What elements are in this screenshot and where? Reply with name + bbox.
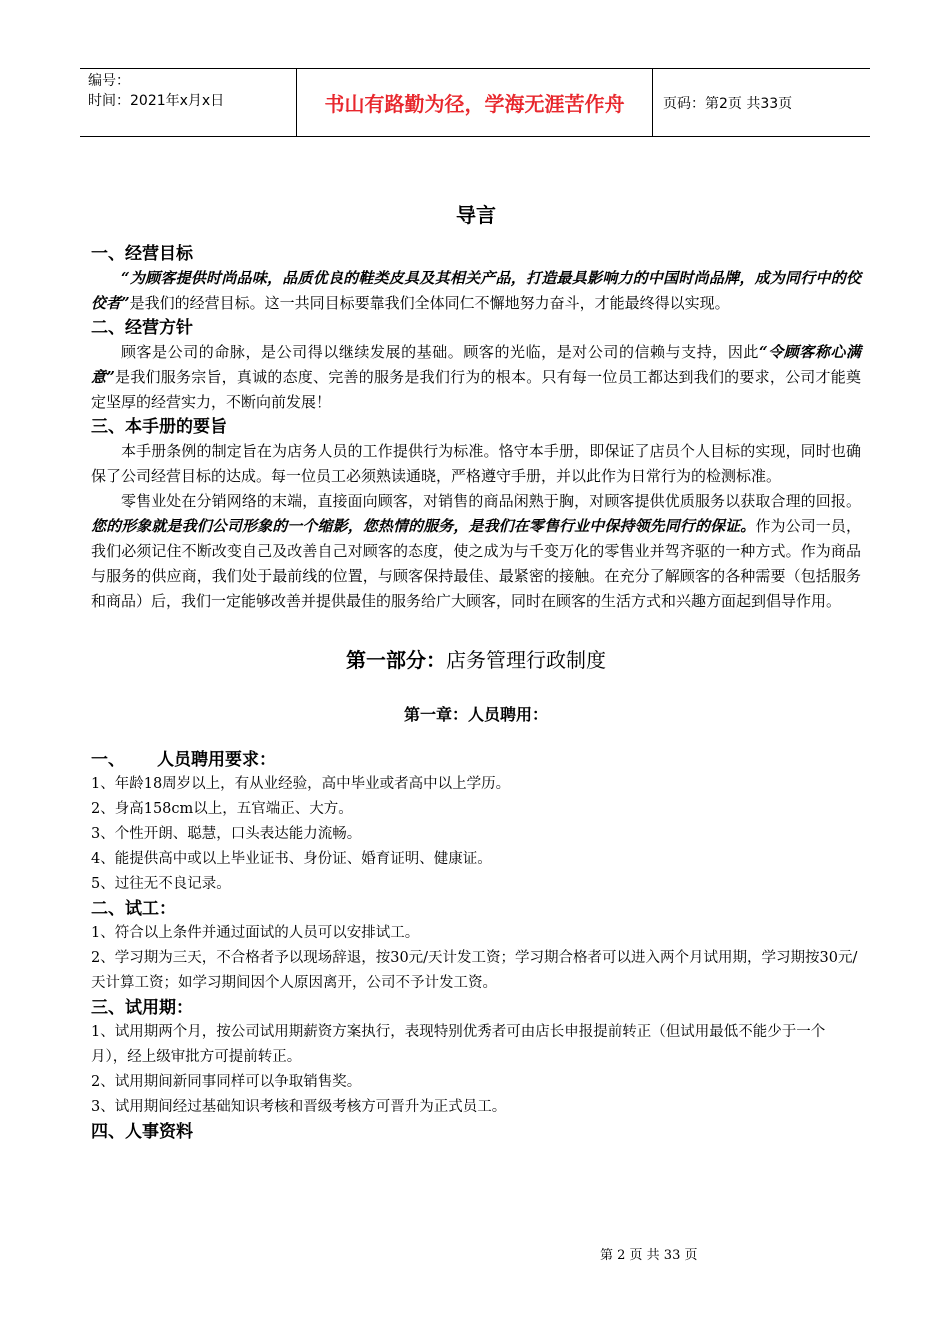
list-item: 2、试用期间新同事同样可以争取销售奖。 [91, 1074, 362, 1090]
list-item: 2、身高158cm以上，五官端正、大方。 [91, 801, 353, 817]
page-footer: 第 2 页 共 33 页 [600, 1248, 698, 1263]
list-item: 4、能提供高中或以上毕业证书、身份证、婚育证明、健康证。 [91, 851, 492, 867]
section-heading-probation: 三、试用期： [91, 998, 193, 1018]
purpose-emphasis: 您的形象就是我们公司形象的一个缩影，您热情的服务，是我们在零售行业中保持领先同行的保证。 [91, 517, 756, 535]
header-motto: 书山有路勤为径，学海无涯苦作舟 [297, 69, 653, 136]
hiring-title: 人员聘用要求： [157, 750, 276, 770]
purpose-paragraph-2 [91, 489, 861, 614]
section-heading-policy: 二、经营方针 [91, 318, 193, 338]
policy-text-a: 顾客是公司的命脉，是公司得以继续发展的基础。顾客的光临，是对公司的信赖与支持，因此 [121, 343, 759, 361]
policy-text-b: 是我们服务宗旨，真诚的态度、完善的服务是我们行为的根本。只有每一位员工都达到我们的要求，公司才能奠定坚厚的经营实力，不断向前发展！ [91, 368, 861, 411]
purpose-text-b: 作为公司一员，我们必须记住不断改变自己及改善自己对顾客的态度，使之成为与千变万化的零售业并驾齐驱的一种方式。作为商品与服务的供应商，我们处于最前线的位置，与顾客保持最佳、最紧密的接触。在充分了解顾客的各种需要（包括服务和商品）后，我们一定能够改善并提供最佳的服务给广大顾客，同时在顾客的生活方式和兴趣方面起到倡导作用。 [91, 517, 861, 610]
section-heading-trial-work: 二、试工： [91, 899, 176, 919]
purpose-text-a: 零售业处在分销网络的末端，直接面向顾客，对销售的商品闲熟于胸，对顾客提供优质服务以获取合理的回报。 [121, 492, 861, 510]
policy-emphasis: “令顾客称心满意” [91, 343, 861, 386]
intro-title: 导言 [456, 203, 496, 227]
list-item: 1、年龄18周岁以上，有从业经验，高中毕业或者高中以上学历。 [91, 776, 511, 792]
list-item: 5、过往无不良记录。 [91, 876, 231, 892]
list-item: 1、符合以上条件并通过面试的人员可以安排试工。 [91, 925, 420, 941]
chapter-title: 第一章：人员聘用： [403, 705, 548, 724]
goal-paragraph [91, 266, 861, 316]
policy-paragraph [91, 340, 861, 415]
time-label: 时间：2021年x月x日 [88, 93, 225, 109]
list-item: 3、试用期间经过基础知识考核和晋级考核方可晋升为正式员工。 [91, 1099, 507, 1115]
part-title-bold: 第一部分： [346, 648, 446, 672]
header-page-info: 页码：第2页 共33页 [663, 95, 793, 112]
header-meta [80, 69, 297, 136]
goal-rest: 是我们的经营目标。这一共同目标要靠我们全体同仁不懈地努力奋斗，才能最终得以实现。 [129, 294, 730, 312]
purpose-paragraph-1: 本手册条例的制定旨在为店务人员的工作提供行为标准。恪守本手册，即保证了店员个人目标的实现，同时也确保了公司经营目标的达成。每一位员工必须熟读通晓，严格遵守手册，并以此作为日常行为的检测标准。 [91, 442, 861, 485]
part-title-rest: 店务管理行政制度 [446, 648, 606, 672]
list-item: 3、个性开朗、聪慧，口头表达能力流畅。 [91, 826, 362, 842]
section-heading-hiring [91, 748, 861, 772]
document-body [91, 200, 861, 1144]
part-title [91, 644, 861, 676]
hiring-number: 一、 [91, 750, 125, 770]
number-label: 编号： [88, 73, 130, 89]
list-item: 2、学习期为三天，不合格者予以现场辞退，按30元/天计发工资；学习期合格者可以进入两个月试用期，学习期按30元/天计算工资；如学习期间因个人原因离开，公司不予计发工资。 [91, 950, 858, 991]
page-header [80, 68, 870, 137]
goal-emphasis: “为顾客提供时尚品味，品质优良的鞋类皮具及其相关产品，打造最具影响力的中国时尚品牌，成为同行中的佼佼者” [91, 269, 861, 312]
section-heading-goal: 一、经营目标 [91, 244, 193, 264]
list-item: 1、试用期两个月，按公司试用期薪资方案执行，表现特别优秀者可由店长申报提前转正（但试用最低不能少于一个月），经上级审批方可提前转正。 [91, 1024, 826, 1065]
section-heading-personnel: 四、人事资料 [91, 1122, 193, 1142]
section-heading-purpose: 三、本手册的要旨 [91, 417, 227, 437]
